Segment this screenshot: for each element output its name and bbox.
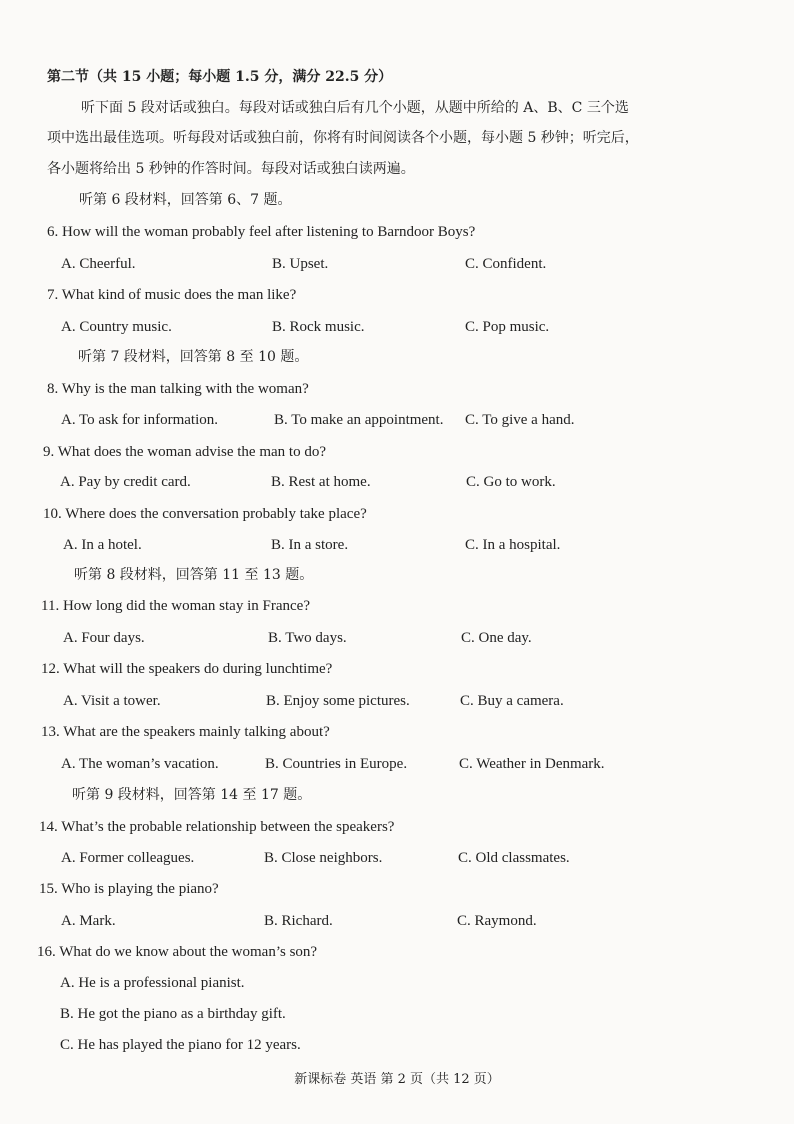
material-heading-8: 听第 8 段材料，回答第 11 至 13 题。 bbox=[74, 567, 314, 583]
question-stem-8: 8. Why is the man talking with the woman? bbox=[47, 381, 309, 397]
page-footer: 新课标卷 英语 第 2 页（共 12 页） bbox=[294, 1072, 500, 1087]
option-9c: C. Go to work. bbox=[466, 474, 556, 490]
instruction-line-3: 各小题将给出 5 秒钟的作答时间。每段对话或独白读两遍。 bbox=[47, 161, 415, 177]
option-6b: B. Upset. bbox=[272, 256, 329, 272]
option-7b: B. Rock music. bbox=[272, 319, 365, 335]
option-16c: C. He has played the piano for 12 years. bbox=[60, 1037, 301, 1053]
question-stem-7: 7. What kind of music does the man like? bbox=[47, 287, 297, 303]
option-8a: A. To ask for information. bbox=[61, 412, 218, 428]
instruction-line-1: 听下面 5 段对话或独白。每段对话或独白后有几个小题，从题中所给的 A、B、C 三个选 bbox=[81, 100, 629, 116]
option-12c: C. Buy a camera. bbox=[460, 693, 564, 709]
option-15a: A. Mark. bbox=[61, 913, 116, 929]
option-6c: C. Confident. bbox=[465, 256, 547, 272]
option-8b: B. To make an appointment. bbox=[274, 412, 444, 428]
question-stem-14: 14. What’s the probable relationship between the speakers? bbox=[39, 819, 395, 835]
option-13b: B. Countries in Europe. bbox=[265, 756, 408, 772]
option-7c: C. Pop music. bbox=[465, 319, 550, 335]
option-14a: A. Former colleagues. bbox=[61, 850, 195, 866]
option-13a: A. The woman’s vacation. bbox=[61, 756, 219, 772]
material-heading-9: 听第 9 段材料，回答第 14 至 17 题。 bbox=[72, 787, 312, 803]
option-16a: A. He is a professional pianist. bbox=[60, 975, 245, 991]
option-11a: A. Four days. bbox=[63, 630, 145, 646]
question-stem-9: 9. What does the woman advise the man to do? bbox=[43, 444, 326, 460]
option-10b: B. In a store. bbox=[271, 537, 349, 553]
option-16b: B. He got the piano as a birthday gift. bbox=[60, 1006, 286, 1022]
option-14c: C. Old classmates. bbox=[458, 850, 570, 866]
option-6a: A. Cheerful. bbox=[61, 256, 136, 272]
material-heading-6: 听第 6 段材料，回答第 6、7 题。 bbox=[79, 192, 292, 208]
material-heading-7: 听第 7 段材料，回答第 8 至 10 题。 bbox=[78, 349, 309, 365]
option-10a: A. In a hotel. bbox=[63, 537, 142, 553]
option-10c: C. In a hospital. bbox=[465, 537, 561, 553]
question-stem-11: 11. How long did the woman stay in France? bbox=[41, 598, 310, 614]
option-15c: C. Raymond. bbox=[457, 913, 537, 929]
question-stem-12: 12. What will the speakers do during lunchtime? bbox=[41, 661, 333, 677]
question-stem-6: 6. How will the woman probably feel after listening to Barndoor Boys? bbox=[47, 224, 476, 240]
section-title: 第二节（共 15 小题；每小题 1.5 分，满分 22.5 分） bbox=[47, 69, 393, 85]
option-14b: B. Close neighbors. bbox=[264, 850, 383, 866]
option-9a: A. Pay by credit card. bbox=[60, 474, 191, 490]
question-stem-15: 15. Who is playing the piano? bbox=[39, 881, 219, 897]
option-7a: A. Country music. bbox=[61, 319, 172, 335]
option-9b: B. Rest at home. bbox=[271, 474, 371, 490]
option-8c: C. To give a hand. bbox=[465, 412, 575, 428]
question-stem-10: 10. Where does the conversation probably take place? bbox=[43, 506, 367, 522]
option-11b: B. Two days. bbox=[268, 630, 347, 646]
option-15b: B. Richard. bbox=[264, 913, 333, 929]
option-12b: B. Enjoy some pictures. bbox=[266, 693, 410, 709]
question-stem-13: 13. What are the speakers mainly talking about? bbox=[41, 724, 330, 740]
option-13c: C. Weather in Denmark. bbox=[459, 756, 605, 772]
option-11c: C. One day. bbox=[461, 630, 532, 646]
question-stem-16: 16. What do we know about the woman’s son? bbox=[37, 944, 318, 960]
instruction-line-2: 项中选出最佳选项。听每段对话或独白前，你将有时间阅读各个小题，每小题 5 秒钟；听完后， bbox=[47, 130, 639, 146]
option-12a: A. Visit a tower. bbox=[63, 693, 161, 709]
